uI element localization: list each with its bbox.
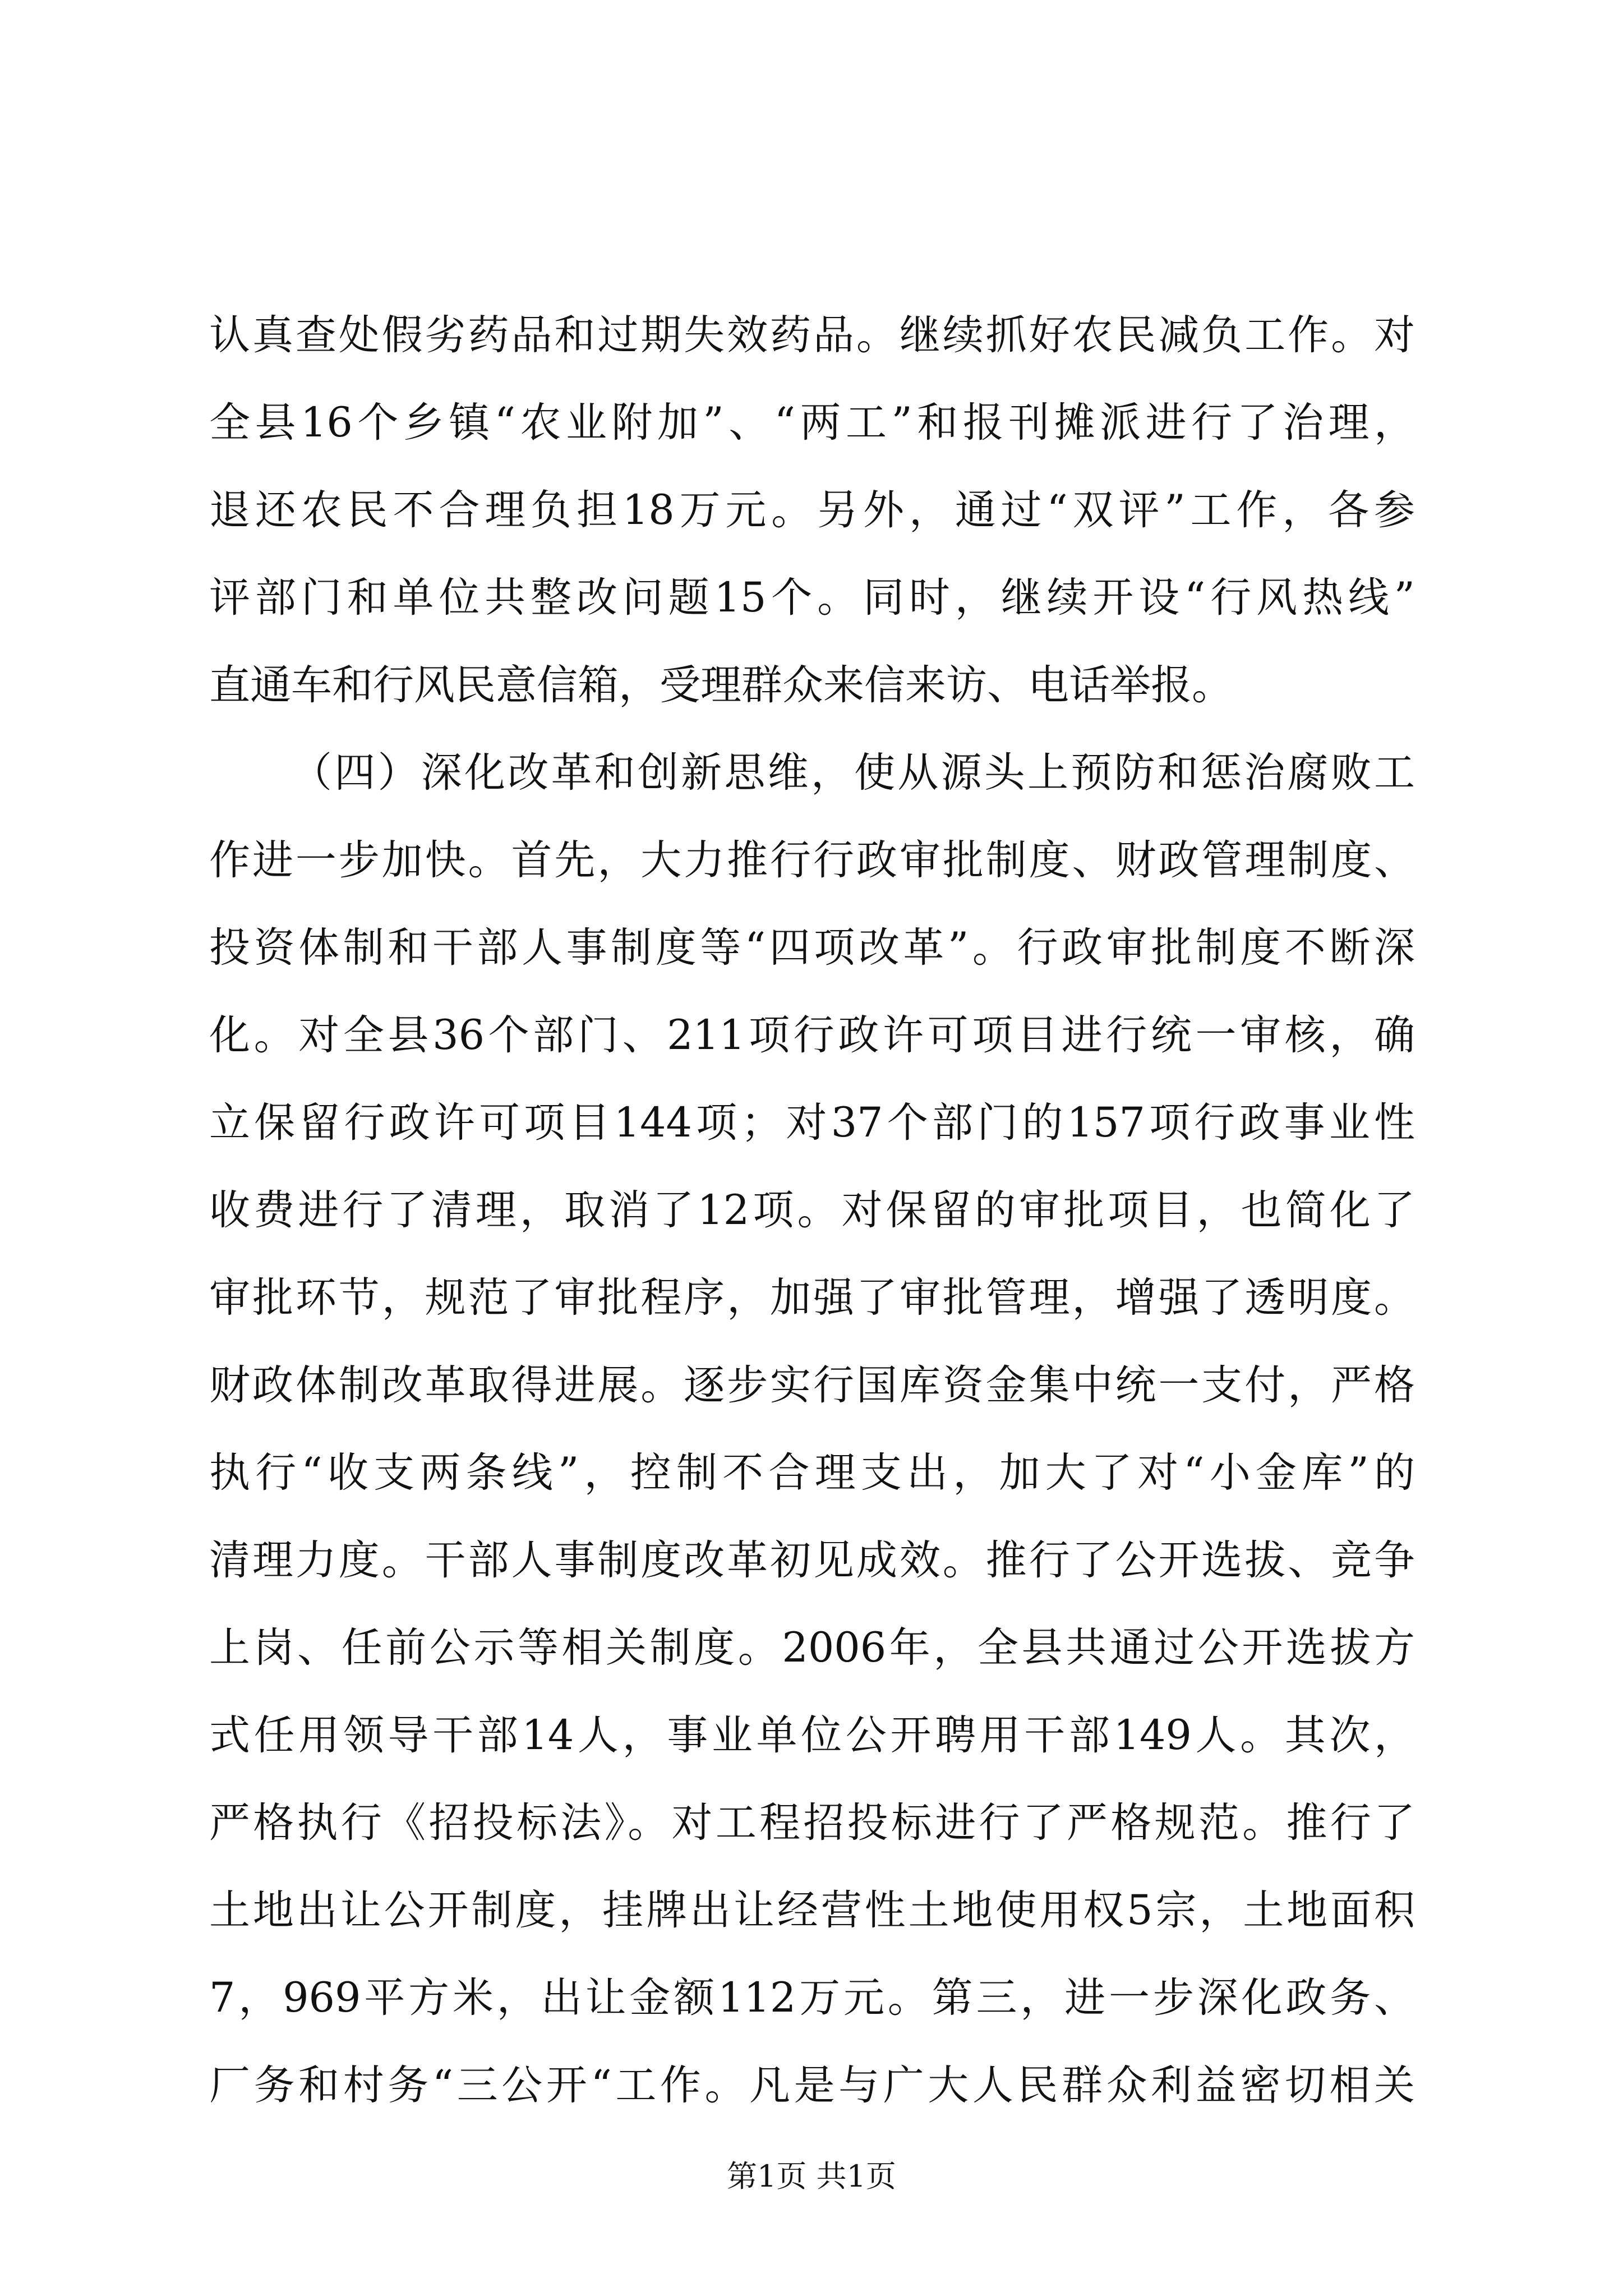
text-line: 厂务和村务“三公开“工作。凡是与广大人民群众利益密切相关 (209, 2062, 1415, 2109)
text-line: 投资体制和干部人事制度等“四项改革”。行政审批制度不断深 (209, 924, 1415, 972)
text-line: 退还农民不合理负担18万元。另外，通过“双评”工作，各参 (209, 486, 1415, 534)
text-line: 评部门和单位共整改问题15个。同时，继续开设“行风热线” (209, 574, 1415, 622)
text-line: 7，969平方米，出让金额112万元。第三，进一步深化政务、 (209, 1974, 1415, 2022)
text-line: 土地出让公开制度，挂牌出让经营性土地使用权5宗，土地面积 (209, 1887, 1415, 1934)
page-number-footer: 第1页 共1页 (727, 2159, 896, 2194)
text-line: 上岗、任前公示等相关制度。2006年，全县共通过公开选拔方 (209, 1624, 1415, 1672)
body-text (209, 292, 1415, 2129)
text-line: 立保留行政许可项目144项；对37个部门的157项行政事业性 (209, 1099, 1415, 1147)
text-line: 财政体制改革取得进展。逐步实行国库资金集中统一支付，严格 (209, 1361, 1415, 1409)
text-line: 化。对全县36个部门、211项行政许可项目进行统一审核，确 (209, 1011, 1415, 1059)
text-line: 作进一步加快。首先，大力推行行政审批制度、财政管理制度、 (209, 836, 1415, 884)
text-line: 全县16个乡镇“农业附加”、“两工”和报刊摊派进行了治理， (209, 399, 1415, 447)
text-line: 审批环节，规范了审批程序，加强了审批管理，增强了透明度。 (209, 1274, 1415, 1322)
paragraph-start-line: （四）深化改革和创新思维，使从源头上预防和惩治腐败工 (291, 749, 1415, 797)
text-line: 认真查处假劣药品和过期失效药品。继续抓好农民减负工作。对 (209, 311, 1415, 359)
text-line: 严格执行《招投标法》。对工程招投标进行了严格规范。推行了 (209, 1799, 1415, 1847)
text-line: 收费进行了清理，取消了12项。对保留的审批项目，也简化了 (209, 1186, 1415, 1234)
text-line: 式任用领导干部14人，事业单位公开聘用干部149人。其次， (209, 1711, 1415, 1759)
text-line: 直通车和行风民意信箱，受理群众来信来访、电话举报。 (209, 661, 1233, 709)
text-line: 执行“收支两条线”，控制不合理支出，加大了对“小金库”的 (209, 1449, 1415, 1497)
text-line: 清理力度。干部人事制度改革初见成效。推行了公开选拔、竞争 (209, 1536, 1415, 1584)
